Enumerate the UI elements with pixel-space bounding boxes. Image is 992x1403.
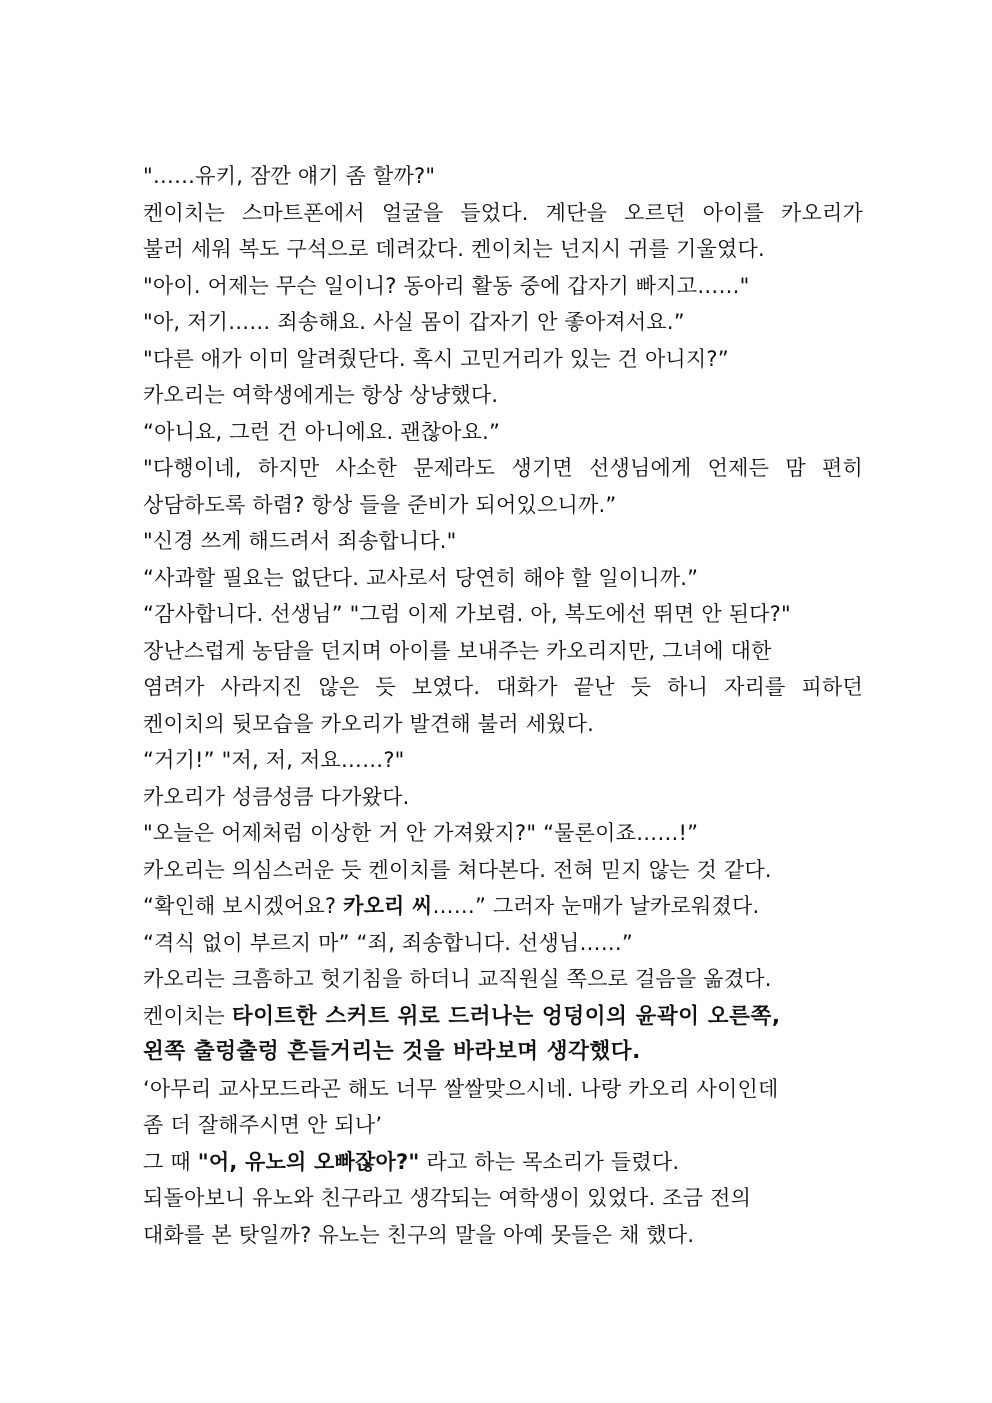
text-line: “아니요, 그런 건 아니에요. 괜찮아요.” [143, 419, 501, 444]
text-line: 카오리는 크흠하고 헛기침을 하더니 교직원실 쪽으로 걸음을 옮겼다. [143, 967, 772, 991]
text-segment: 그 때 [143, 1149, 198, 1174]
text-line: "아이. 어제는 무슨 일이니? 동아리 활동 중에 갑자기 빠지고……" [143, 273, 750, 298]
text-line [143, 888, 863, 925]
text-line [143, 1144, 863, 1181]
text-line: 켄이치는 스마트폰에서 얼굴을 들었다. 계단을 오르던 아이를 카오리가 [143, 200, 863, 225]
text-line: "……유키, 잠깐 얘기 좀 할까?" [143, 164, 436, 188]
text-line: “사과할 필요는 없단다. 교사로서 당연히 해야 할 일이니까.” [143, 565, 699, 590]
bold-text-segment: 카오리 씨 [343, 894, 433, 918]
text-line: 좀 더 잘해주시면 안 되나’ [143, 1113, 383, 1137]
text-segment: 라고 하는 목소리가 들렸다. [419, 1149, 680, 1174]
text-line: ‘아무리 교사모드라곤 해도 너무 쌀쌀맞으시네. 나랑 카오리 사이인데 [143, 1076, 779, 1101]
text-line: “감사합니다. 선생님” "그럼 이제 가보렴. 아, 복도에선 뛰면 안 된다?" [143, 602, 791, 626]
text-line: "다행이네, 하지만 사소한 문제라도 생기면 선생님에게 언제든 맘 편히 [143, 456, 863, 480]
text-line: 대화를 본 탓일까? 유노는 친구의 말을 아예 못들은 채 했다. [143, 1222, 695, 1247]
body-text [143, 158, 863, 1253]
text-line: "아, 저기…… 죄송해요. 사실 몸이 갑자기 안 좋아져서요.” [143, 310, 685, 334]
text-line: "다른 애가 이미 알려줬단다. 혹시 고민거리가 있는 건 아니지?” [143, 346, 729, 371]
text-line: 카오리는 여학생에게는 항상 상냥했다. [143, 383, 499, 407]
text-line: 카오리가 성큼성큼 다가왔다. [143, 784, 410, 809]
bold-text-segment: 타이트한 스커트 위로 드러나는 엉덩이의 윤곽이 오른쪽, [231, 1003, 781, 1029]
text-line: 장난스럽게 농담을 던지며 아이를 보내주는 카오리지만, 그녀에 대한 [143, 638, 772, 663]
bold-text-segment: "어, 유노의 오빠잖아?" [197, 1149, 420, 1174]
text-line [143, 998, 863, 1035]
text-line: "신경 쓰게 해드려서 죄송합니다." [143, 529, 457, 553]
text-segment: “확인해 보시겠어요? [143, 894, 344, 918]
text-segment: 켄이치는 [143, 1003, 232, 1028]
text-line: "오늘은 어제처럼 이상한 거 안 가져왔지?" “물론이죠……!” [143, 821, 699, 845]
text-line: 염려가 사라지진 않은 듯 보였다. 대화가 끝난 듯 하니 자리를 피하던 [143, 675, 863, 699]
text-line: “격식 없이 부르지 마” “죄, 죄송합니다. 선생님……” [143, 930, 633, 955]
bold-text-line: 왼쪽 출렁출렁 흔들거리는 것을 바라보며 생각했다. [143, 1039, 641, 1064]
text-line: “거기!” "저, 저, 저요……?" [143, 748, 405, 772]
text-line: 되돌아보니 유노와 친구라고 생각되는 여학생이 있었다. 조금 전의 [143, 1186, 752, 1210]
text-line: 카오리는 의심스러운 듯 켄이치를 쳐다본다. 전혀 믿지 않는 것 같다. [143, 857, 772, 882]
text-line: 불러 세워 복도 구석으로 데려갔다. 켄이치는 넌지시 귀를 기울였다. [143, 237, 765, 261]
text-segment: ……” 그러자 눈매가 날카로워졌다. [432, 894, 760, 918]
text-line: 상담하도록 하렴? 항상 들을 준비가 되어있으니까.” [143, 492, 617, 517]
text-line: 켄이치의 뒷모습을 카오리가 발견해 불러 세웠다. [143, 711, 594, 736]
